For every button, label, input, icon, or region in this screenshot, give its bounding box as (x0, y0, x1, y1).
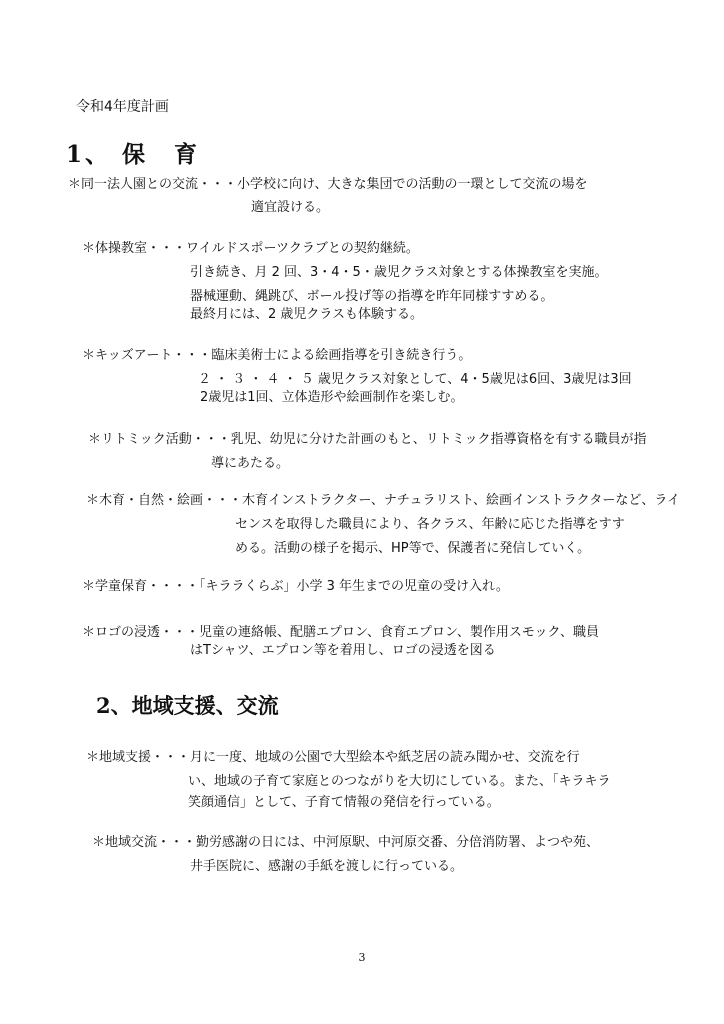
item-line: はTシャツ、エプロン等を着用し、ロゴの浸透を図る (190, 643, 496, 658)
item-line: 器械運動、縄跳び、ボール投げ等の指導を昨年同様すすめる。 (190, 289, 554, 304)
item-line: 井手医院に、感謝の手紙を渡しに行っている。 (190, 859, 464, 874)
item-line: ＊学童保育・・・・「キララくらぶ」小学 3 年生までの児童の受け入れ。 (82, 579, 509, 594)
item-line: ＊リトミック活動・・・乳児、幼児に分けた計画のもと、リトミック指導資格を有する職員が指 (88, 432, 647, 447)
item-line: ２ ・ ３ ・ ４ ・ ５ 歳児クラス対象として、4・5歳児は6回、3歳児は3回 (198, 372, 632, 387)
item-line: 笑顔通信」として、子育て情報の発信を行っている。 (188, 795, 500, 810)
item-line: ＊地域交流・・・勤労感謝の日には、中河原駅、中河原交番、分倍消防署、よつや苑、 (92, 835, 600, 850)
item-line: ＊キッズアート・・・臨床美術士による絵画指導を引き続き行う。 (82, 348, 472, 363)
item-line: 2歳児は1回、立体造形や絵画制作を楽しむ。 (200, 390, 464, 405)
item-line: センスを取得した職員により、各クラス、年齢に応じた指導をすす (235, 517, 625, 532)
document-header: 令和4年度計画 (76, 99, 169, 115)
item-line: ＊同一法人園との交流・・・小学校に向け、大きな集団での活動の一環として交流の場を (68, 177, 588, 192)
item-line: 引き続き、月 2 回、3・4・5・歳児クラス対象とする体操教室を実施。 (190, 265, 608, 280)
item-line: める。活動の様子を掲示、HP等で、保護者に発信していく。 (235, 541, 591, 556)
item-line: 適宜設ける。 (251, 200, 330, 215)
item-line: ＊体操教室・・・ワイルドスポーツクラブとの契約継続。 (82, 241, 419, 256)
section-heading-community: 2、地域支援、交流 (96, 693, 279, 718)
item-line: ＊木育・自然・絵画・・・木育インストラクター、ナチュラリスト、絵画インストラクターなど、ライ (86, 493, 680, 508)
item-line: 最終月には、2 歳児クラスも体験する。 (190, 307, 424, 322)
item-line: ＊地域支援・・・月に一度、地域の公園で大型絵本や紙芝居の読み聞かせ、交流を行 (86, 750, 580, 765)
item-line: ＊ロゴの浸透・・・児童の連絡帳、配膳エプロン、食育エプロン、製作用スモック、職員 (82, 625, 600, 640)
page-number: 3 (358, 951, 366, 964)
section-heading-childcare: 1、 保 育 (66, 141, 201, 168)
item-line: い、地域の子育て家庭とのつながりを大切にしている。また、「キラキラ (188, 774, 611, 789)
item-line: 導にあたる。 (211, 456, 290, 471)
